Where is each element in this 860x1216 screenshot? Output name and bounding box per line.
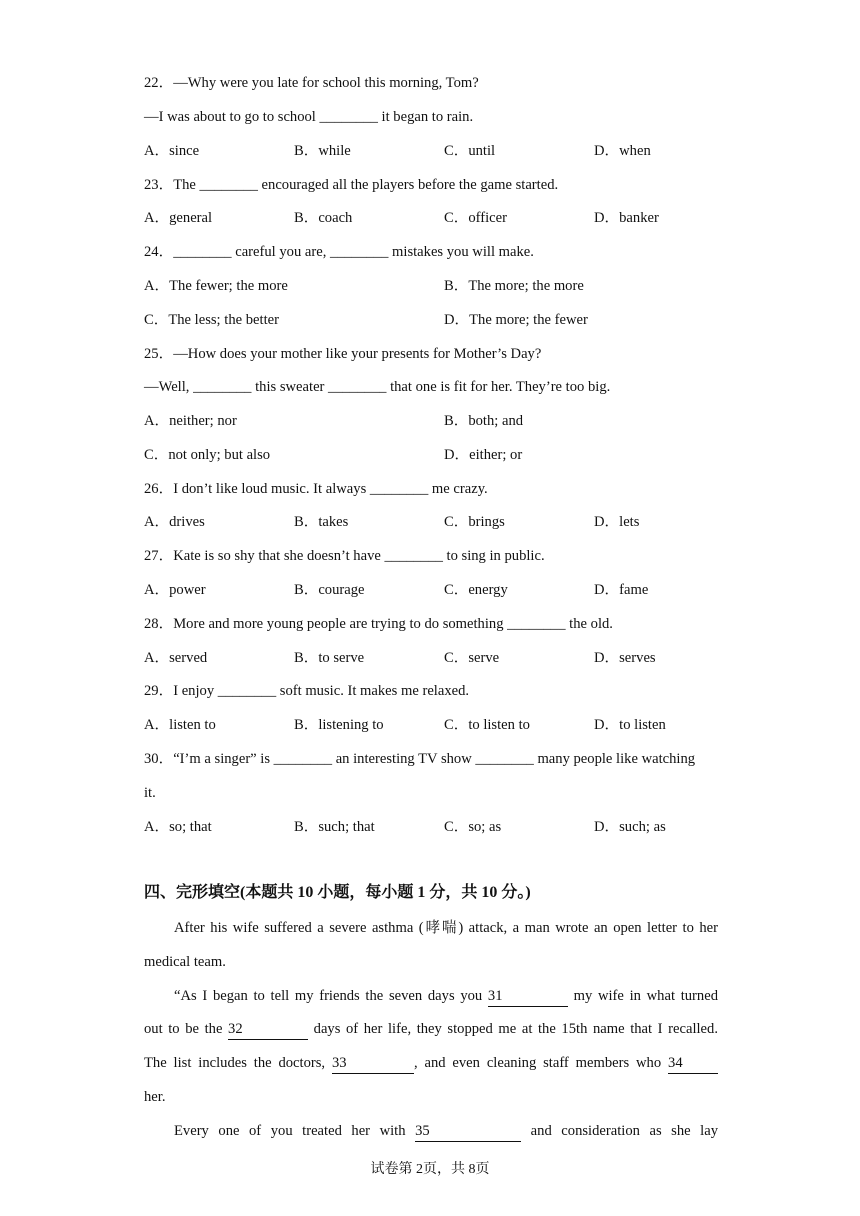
passage-p1-line-1: [144, 918, 718, 938]
section-heading: 四、完形填空(本题共 10 小题，每小题 1 分，共 10 分。): [144, 884, 531, 901]
question-24-option-a: A．The fewer; the more: [144, 278, 288, 294]
question-22-option-b: B．while: [294, 143, 351, 159]
question-25-stem-line-1: 25．—How does your mother like your presents for Mother’s Day?: [144, 346, 542, 362]
question-28-option-b: B．to serve: [294, 650, 365, 666]
question-29-option-c: C．to listen to: [444, 717, 530, 733]
passage-text: , and even cleaning staff members who: [413, 1055, 662, 1071]
question-24-stem: 24．________ careful you are, ________ mistakes you will make.: [144, 244, 534, 260]
blank-31[interactable]: 31: [488, 986, 568, 1007]
question-27-option-a: A．power: [144, 582, 206, 598]
question-25-stem-line-2: —Well, ________ this sweater ________ that one is fit for her. They’re too big.: [144, 379, 611, 395]
question-30-option-b: B．such; that: [294, 819, 375, 835]
question-28-stem: 28．More and more young people are trying to do something ________ the old.: [144, 616, 613, 632]
passage-text: and consideration as she lay: [530, 1123, 718, 1139]
question-24-option-c: C．The less; the better: [144, 312, 279, 328]
passage-text: The list includes the doctors,: [144, 1055, 326, 1071]
question-30-option-c: C．so; as: [444, 819, 502, 835]
blank-32[interactable]: 32: [228, 1019, 308, 1040]
question-23-option-b: B．coach: [294, 210, 353, 226]
question-30-option-a: A．so; that: [144, 819, 212, 835]
question-26-option-d: D．lets: [594, 514, 640, 530]
question-27-option-b: B．courage: [294, 582, 365, 598]
question-22-stem-line-1: 22．—Why were you late for school this morning, Tom?: [144, 75, 479, 91]
question-22-option-a: A．since: [144, 143, 200, 159]
passage-p1-line-2: medical team.: [144, 954, 226, 970]
page-footer: 试卷第 2页，共 8页: [370, 1162, 490, 1177]
question-26-option-b: B．takes: [294, 514, 349, 530]
question-28-option-a: A．served: [144, 650, 208, 666]
question-29-option-a: A．listen to: [144, 717, 216, 733]
passage-p2-line-3: [144, 1053, 718, 1074]
question-26-stem: 26．I don’t like loud music. It always ________ me crazy.: [144, 481, 488, 497]
passage-text: my wife in what turned: [573, 988, 718, 1004]
question-22-option-c: C．until: [444, 143, 496, 159]
passage-text: “As I began to tell my friends the seven days you: [174, 988, 483, 1004]
question-29-option-d: D．to listen: [594, 717, 666, 733]
passage-text: After his wife suffered a severe asthma (哮喘) attack, a man wrote an open letter to her: [174, 920, 718, 936]
passage-text: Every one of you treated her with: [174, 1123, 406, 1139]
question-29-option-b: B．listening to: [294, 717, 384, 733]
question-25-option-c: C．not only; but also: [144, 447, 271, 463]
question-26-option-a: A．drives: [144, 514, 205, 530]
question-29-stem: 29．I enjoy ________ soft music. It makes me relaxed.: [144, 683, 470, 699]
question-27-stem: 27．Kate is so shy that she doesn’t have ________ to sing in public.: [144, 548, 545, 564]
passage-text: days of her life, they stopped me at the 15th name that I recalled.: [313, 1021, 718, 1037]
question-30-option-d: D．such; as: [594, 819, 666, 835]
question-23-option-a: A．general: [144, 210, 213, 226]
blank-34[interactable]: 34: [668, 1053, 718, 1074]
passage-p2-line-1: [144, 986, 718, 1007]
question-28-option-d: D．serves: [594, 650, 656, 666]
blank-35[interactable]: 35: [415, 1121, 521, 1142]
question-23-stem: 23．The ________ encouraged all the players before the game started.: [144, 177, 559, 193]
passage-text: out to be the: [144, 1021, 223, 1037]
question-28-option-c: C．serve: [444, 650, 500, 666]
question-22-stem-line-2: —I was about to go to school ________ it began to rain.: [144, 109, 474, 125]
passage-p3-line-1: [144, 1121, 718, 1142]
question-23-option-d: D．banker: [594, 210, 659, 226]
question-25-option-a: A．neither; nor: [144, 413, 237, 429]
question-22-option-d: D．when: [594, 143, 651, 159]
blank-33[interactable]: 33: [332, 1053, 414, 1074]
question-25-option-d: D．either; or: [444, 447, 523, 463]
question-23-option-c: C．officer: [444, 210, 507, 226]
passage-p2-line-4: her.: [144, 1089, 166, 1105]
question-30-stem-line-2: it.: [144, 785, 156, 801]
question-30-stem-line-1: 30．“I’m a singer” is ________ an interesting TV show ________ many people like watching: [144, 751, 696, 767]
passage-p2-line-2: [144, 1019, 718, 1040]
question-27-option-c: C．energy: [444, 582, 508, 598]
question-24-option-b: B．The more; the more: [444, 278, 584, 294]
question-24-option-d: D．The more; the fewer: [444, 312, 588, 328]
question-25-option-b: B．both; and: [444, 413, 524, 429]
question-27-option-d: D．fame: [594, 582, 649, 598]
question-26-option-c: C．brings: [444, 514, 505, 530]
